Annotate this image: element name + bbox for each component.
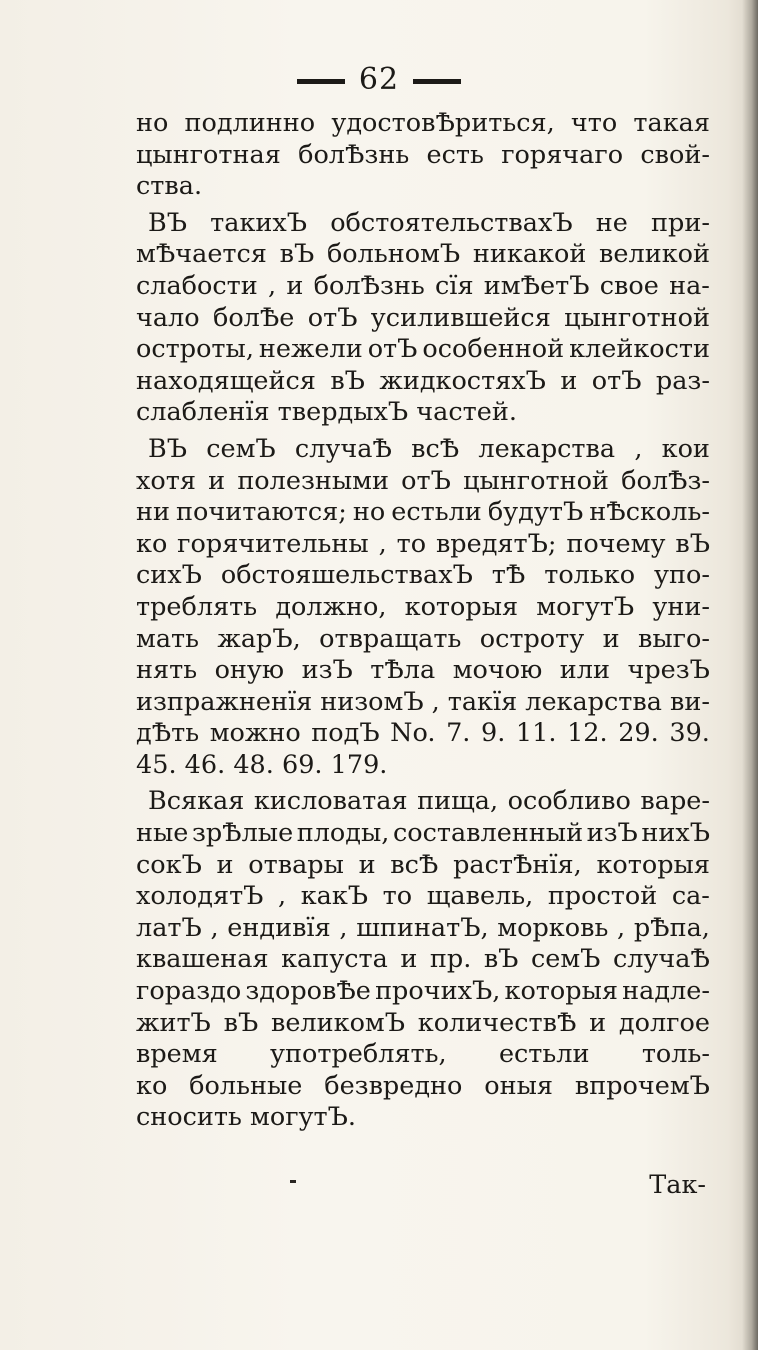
text-line: сокЪ и отвары и всѢ растѢнїя, которыя — [136, 849, 710, 880]
text-line: мѢчается вЪ больномЪ никакой великой — [136, 239, 710, 270]
text-line: остроты, нежели отЪ особенной клейкости — [136, 334, 710, 365]
text-line: хотя и полезными отЪ цынготной болѢз- — [136, 465, 710, 496]
header-dash-left — [297, 79, 345, 84]
text-line: цынготная болѢзнь есть горячаго свой- — [136, 139, 710, 170]
text-line: но подлинно удостовѢриться, что такая — [136, 108, 710, 138]
text-line: ВЪ семЪ случаѢ всѢ лекарства , кои — [148, 433, 710, 464]
text-line: мать жарЪ, отвращать остроту и выго- — [136, 623, 710, 654]
text-line: треблять должно, которыя могутЪ уни- — [136, 591, 710, 622]
text-line: ни почитаются; но естьли будутЪ нѢсколь- — [136, 497, 710, 528]
text-line: 45. 46. 48. 69. 179. — [136, 749, 388, 780]
text-line: время употреблять, естьли толь- — [136, 1039, 710, 1070]
text-line: житЪ вЪ великомЪ количествѢ и долгое — [136, 1007, 710, 1038]
text-line: латЪ , ендивїя , шпинатЪ, морковь , рѢпа, — [136, 912, 710, 943]
text-line: Всякая кисловатая пища, особливо варе- — [148, 786, 710, 817]
text-line: ные зрѢлые плоды, составленный изЪ нихЪ — [136, 818, 710, 849]
text-line: квашеная капуста и пр. вЪ семЪ случаѢ — [136, 944, 710, 975]
text-line: ства. — [136, 171, 203, 202]
body-text — [136, 108, 710, 1134]
text-line: сихЪ обстояшельствахЪ тѢ только упо- — [136, 560, 710, 591]
text-line: сносить могутЪ. — [136, 1102, 357, 1133]
text-line: слабости , и болѢзнь сїя имѢетЪ свое на- — [136, 270, 710, 301]
text-line: дѢть можно подЪ No. 7. 9. 11. 12. 29. 39. — [136, 718, 710, 749]
text-line: холодятЪ , какЪ то щавель, простой са- — [136, 881, 710, 912]
text-line: ко горячительны , то вредятЪ; почему вЪ — [136, 528, 710, 559]
text-line: ко больные безвредно оныя впрочемЪ — [136, 1070, 710, 1101]
text-line: ВЪ такихЪ обстоятельствахЪ не при- — [148, 207, 710, 238]
catchword: Так- — [649, 1170, 706, 1200]
text-line: чало болѢе отЪ усилившейся цынготной — [136, 302, 710, 333]
page-header — [0, 62, 758, 97]
page-number: 62 — [358, 62, 400, 97]
text-line: находящейся вЪ жидкостяхЪ и отЪ раз- — [136, 365, 710, 396]
ink-speck — [290, 1180, 296, 1183]
text-line: гораздо здоровѢе прочихЪ, которыя надле- — [136, 976, 710, 1007]
text-line: слабленїя твердыхЪ частей. — [136, 397, 517, 428]
text-line: изпражненїя низомЪ , такїя лекарства ви- — [136, 686, 710, 717]
header-dash-right — [413, 79, 461, 84]
page-edge-shadow — [742, 0, 758, 1350]
text-line: нять оную изЪ тѢла мочою или чрезЪ — [136, 655, 710, 686]
